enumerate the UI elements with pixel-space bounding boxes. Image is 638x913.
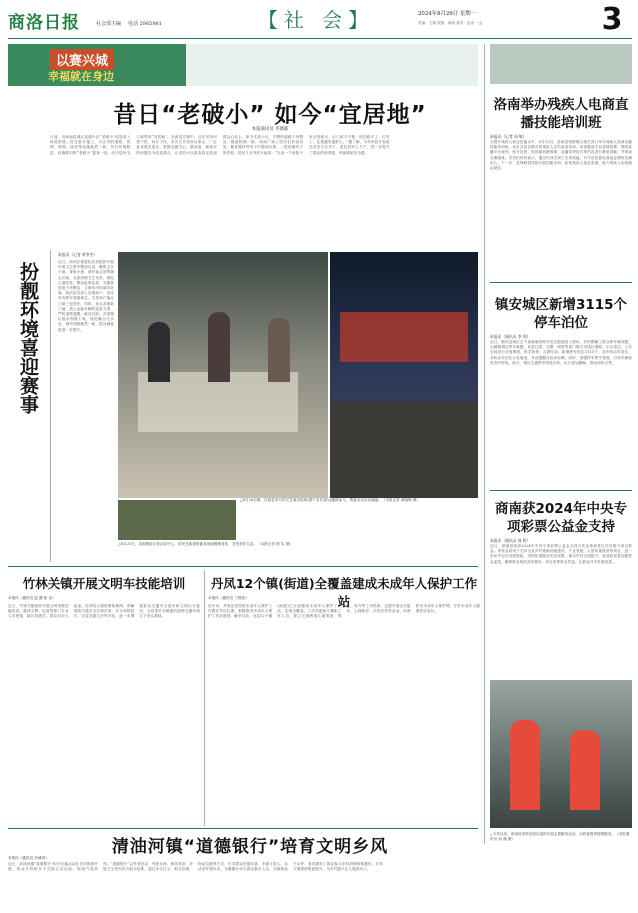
header-rule <box>8 38 632 39</box>
volunteer-figure <box>510 720 540 810</box>
banner-title: 以赛兴城 <box>50 49 114 70</box>
right1-headline: 洛南举办残疾人电商直播技能培训班 <box>493 97 629 131</box>
right2-byline: 本报讯（通讯员 李 翔） <box>490 334 531 339</box>
banner-strip <box>186 44 478 86</box>
lead-headline: 昔日“老破小” 如今“宜居地” <box>113 102 427 128</box>
divider <box>490 490 632 491</box>
vertical-byline: 本报讯（记者 黄李杰） <box>58 252 98 257</box>
lead-body: 日前，市商南县城区蓝湖小区“老破小”改造进入收尾阶段。经过数月施工，小区内的道路、管网、照明、绿化等设施焕然一新，昔日环境脏乱、设施陈旧的“老破小”摇身一变，成为居民交口称赞的“宜居地”。在改造过程中，社区坚持问需于民、问计于民，多次召开居民议事会，广泛征求意见建议，把群众最关心、最直接、最现实的问题作为改造重点，让老旧小区改造真正改到群众心坎上。如今走进小区，平整的道路干净整洁，楼道粉刷一新，休闲广场上居民们有说有笑，健身器材旁孩子们嬉戏玩耍，一派和谐安宁的景象。居民王大爷高兴地说：“以前一下雨院子里全是积水，出门都不方便，现在路平了、灯亮了，住着越来越舒心。”据了解，今年该县计划改造老旧小区多个，惠及居民上千户，进一步提升了群众的获得感、幸福感和安全感。 <box>50 135 390 155</box>
right1-body: 为提升残疾人职业技能水平，8月12日，洛南县残联联合相关部门举办残疾人电商直播技能培训班，来自全县各镇办的残疾人学员参加培训。培训邀请专业讲师授课，围绕直播平台规则、账号运营、短视频拍摄剪辑、直播带货技巧等内容进行系统讲解，并现场实操演练。学员们纷纷表示，通过培训学到了实用技能，对今后依靠电商创业增收充满信心。下一步，县残联将持续开展技能培训，拓宽残疾人就业渠道，助力残疾人实现稳定就业。 <box>490 140 632 171</box>
person-figure <box>268 318 290 382</box>
mid1-headline: 竹林关镇开展文明车技能培训 <box>22 576 186 591</box>
banner <box>8 44 186 86</box>
fitness-photo <box>118 500 236 540</box>
editor-credits: 责编：王薄 校版：韩晶 校对：赵来 一会 <box>418 21 483 25</box>
bottom-byline: 本报讯（通讯员 代城珂） <box>8 856 49 860</box>
right2-body: 近日，镇安县城区主干道新施划停车泊位陆续投入使用，有效缓解了群众停车难问题。为破解城区停车难题，该县住建、交警、城管等部门联合对城区道路、小区周边、公共空间进行全面摸排，科学规划、合理布局，新增停车泊位3115个，其中机动车泊位、非机动车泊位分类施划，并设置醒目标识标牌。同时，加强停车秩序管理，引导车辆规范有序停放。如今，城区交通秩序明显好转，出行更加顺畅，群众纷纷点赞。 <box>490 340 632 365</box>
right1-byline: 本报讯（记者 周 敏） <box>490 134 527 139</box>
right3-caption: △今年以来，洛南县高铁站周边组织开展志愿服务活动，为旅客提供便捷服务。（本报通讯员 何 满 摄） <box>490 832 630 841</box>
issue-date: 2024年8月26日 星期一 <box>418 11 477 17</box>
right3-headline: 商南获2024年中央专项彩票公益金支持 <box>494 501 628 535</box>
divider <box>8 828 478 829</box>
editor-label: 社会部主编 <box>96 21 122 27</box>
page-number: 3 <box>601 2 623 37</box>
night-performance-photo <box>330 252 478 498</box>
divider <box>204 570 205 826</box>
mid1-body: 近日，竹林关镇组织开展文明驾驶技能培训，邀请交警、运管等部门专业人员授课，辖区驾驶员、群众百余人参加。培训结合典型事故案例，讲解道路交通安全法律法规、安全驾驶技巧、应急处置方法等内容，进一步增强群众交通安全意识和文明出行意识，为营造安全畅通的道路交通环境打下坚实基础。 <box>8 604 200 619</box>
mid2-headline: 丹凤12个镇(街道)全覆盖建成未成年人保护工作站 <box>210 576 478 609</box>
divider <box>490 282 632 283</box>
banner-subtitle: 幸福就在身边 <box>48 70 114 83</box>
sports-graphic <box>490 44 632 84</box>
section-title: 【社 会】 <box>257 8 375 32</box>
volunteer-figure <box>570 730 600 810</box>
bottom-headline: 清油河镇“道德银行”培育文明乡风 <box>111 837 389 857</box>
mid2-byline: 本报讯（通讯员 丁野浩） <box>208 596 249 600</box>
bottom-body: 近日，清油河镇“道德银行”积分兑换活动在各村相继开展，群众手持积分卡兑换生活用品，现场气氛热烈。“道德银行”以孝老爱亲、邻里互助、移风易俗、环境卫生等内容为积分标准，通过评议打分、积分存储、物品兑换等方式，引导群众崇德向善、争做文明人。自活动开展以来，全镇累计评议群众数百人次，兑换物品千余件，有效激发了群众参与乡村治理的积极性，乡风文明程度明显提升，为乡村振兴注入强劲动力。 <box>8 862 383 872</box>
phone-label: 电话 2985981 <box>128 21 162 27</box>
right2-headline: 镇安城区新增3115个停车泊位 <box>494 297 628 331</box>
person-figure <box>148 322 170 382</box>
header-meta <box>418 9 578 33</box>
vertical-body: 近日，商州区城管执法局组织开展环境卫生集中整治行动，聚焦主次干道、背街小巷、城乡接合部等重点区域，全面清理卫生死角，规范占道经营，整治乱堆乱放，为赛事营造干净整洁、文明有序的城市环境。执法队员深入沿街商户，宣传市容秩序管理规定，引导商户落实门前三包责任。同时，加大对建筑工地、渣土运输车辆的巡查力度，严防道路遗撒。截至目前，共清理垃圾杂物数十吨，规范摊点百余处，城市面貌焕然一新，群众满意度进一步提升。 <box>58 260 114 332</box>
photo-caption: △8月24日晚，在商县举行的文艺演出现场(摄于本月)群众踊跃参与，观看活动其乐融融。（本报记者 黄晓梅 摄） <box>240 498 421 502</box>
divider <box>8 566 478 567</box>
right3-byline: 本报讯（通讯员 周 辉） <box>490 538 531 543</box>
stage-backdrop <box>340 312 468 362</box>
photo-caption: △8月25日，清源街道文体活动中心，居民在新建的健身场地锻炼身体，享受美好生活。（本报记者 阿 实 摄） <box>118 542 293 546</box>
lead-byline: 本报通讯员 李薇郁 <box>251 127 289 132</box>
audience <box>330 402 478 498</box>
station-photo <box>490 680 632 828</box>
exhibit-photo <box>118 252 328 498</box>
right3-body: 近日，商南县获得2024年中央专项彩票公益金支持欠发达革命老区乡村振兴项目资金。该资金将用于支持全县乡村基础设施建设、产业发展、人居环境改善等项目，进一步补齐农村发展短板，巩固拓展脱贫攻坚成果，推动乡村全面振兴。县财政局将加强资金监管，确保资金规范高效使用，切实发挥资金效益，让群众共享发展成果。 <box>490 544 632 564</box>
vertical-headline: 扮靓环境喜迎赛事 <box>17 262 39 414</box>
newspaper-logo: 商洛日报 <box>8 13 80 33</box>
divider <box>50 250 51 562</box>
section-name: 社 会 <box>283 8 349 32</box>
person-figure <box>208 312 230 382</box>
divider <box>484 44 485 844</box>
mid2-body: 近年来，丹凤县坚持把未成年人保护工作摆在突出位置，积极推进未成年人保护工作站建设。截至目前，全县12个镇(街道)已全部建成未成年人保护工作站，实现全覆盖。工作站配备专兼职工作人员，建立完善困境儿童排查、帮扶、转介等工作机制，定期开展走访慰问、心理疏导、法治宣传等活动，织密织牢未成年人保护网，守护未成年人健康快乐成长。 <box>208 604 480 619</box>
mid1-byline: 本报讯（通讯员 赵 静 张 洁） <box>8 596 56 600</box>
